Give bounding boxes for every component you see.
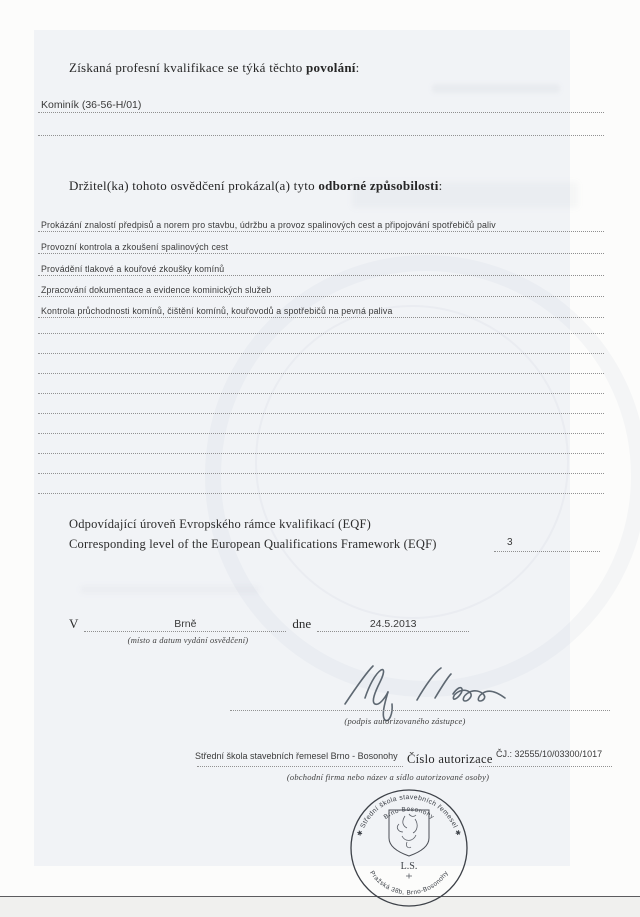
stamp-ls-text: L.S. — [400, 861, 418, 872]
organization-dotted-line — [197, 766, 403, 767]
issue-date-value: 24.5.2013 — [369, 618, 417, 630]
issue-place-line — [84, 618, 286, 632]
competence-value: Provádění tlakové a kouřové zkoušky komínů — [41, 264, 225, 274]
empty-dotted-line — [38, 493, 604, 494]
stamp-coat-of-arms-icon — [389, 810, 429, 856]
empty-dotted-line — [38, 413, 604, 414]
professions-heading-text: Získaná profesní kvalifikace se týká těchto — [69, 60, 306, 75]
scan-background-strip — [0, 897, 640, 917]
empty-dotted-line — [38, 353, 604, 354]
stamp-address-text: Pražská 38b, Brno-Bosonohy — [368, 869, 450, 897]
empty-dotted-line — [38, 135, 604, 136]
svg-text:✱ Střední škola stavebních řem — [357, 794, 462, 837]
reference-number: ČJ.: 32555/10/03300/1017 — [496, 749, 603, 759]
competence-line — [38, 238, 604, 254]
signature-scribble — [335, 658, 520, 723]
profession-value: Kominík (36-56-H/01) — [41, 99, 142, 111]
professions-heading — [69, 60, 360, 76]
eqf-value: 3 — [507, 537, 513, 548]
eqf-label-english: Corresponding level of the European Qualifications Framework (EQF) — [69, 537, 437, 551]
issue-place-date-row — [69, 616, 489, 632]
competence-value: Zpracování dokumentace a evidence kominických služeb — [41, 285, 272, 295]
competences-heading-bold: odborné způsobilosti — [318, 178, 439, 193]
page-bottom-edge — [0, 896, 640, 897]
competence-value: Prokázání znalostí předpisů a norem pro stavbu, údržbu a provoz spalinových cest a připojování spotřebičů paliv — [41, 220, 496, 230]
professions-heading-bold: povolání — [305, 60, 356, 75]
issued-in-label: V — [69, 616, 79, 631]
svg-text:Pražská 38b, Brno-Bosonohy — [368, 869, 450, 896]
empty-dotted-line — [38, 433, 604, 434]
issued-on-label: dne — [292, 616, 312, 631]
competences-heading-colon: : — [438, 178, 443, 193]
competence-line — [38, 302, 604, 318]
empty-dotted-line — [38, 453, 604, 454]
stamp-divider-mark — [406, 874, 412, 879]
signature-caption: (podpis autorizovaného zástupce) — [344, 716, 466, 726]
empty-dotted-line — [38, 333, 604, 334]
eqf-value-line — [494, 537, 600, 552]
competences-heading-text: Držitel(ka) tohoto osvědčení prokázal(a) tyto — [69, 178, 319, 193]
competences-heading — [69, 178, 443, 194]
bleed-through-smudge — [80, 585, 260, 594]
competence-line — [38, 281, 604, 297]
competence-line — [38, 216, 604, 232]
empty-dotted-line — [38, 473, 604, 474]
official-stamp — [347, 786, 471, 910]
competence-value: Kontrola průchodnosti komínů, čištění komínů, kouřovodů a spotřebičů na pevná paliva — [41, 306, 393, 316]
authorization-number-label: Číslo autorizace — [407, 752, 493, 766]
issue-date-line — [317, 618, 469, 632]
empty-dotted-line — [38, 373, 604, 374]
stamp-inner-text: Brno-Bosonohy — [382, 805, 436, 821]
stamp-outer-text: ✱ Střední škola stavebních řemesel ✱ — [356, 793, 462, 838]
profession-value-line — [38, 96, 604, 113]
signature-dotted-line — [230, 710, 610, 711]
authorized-organization: Střední škola stavebních řemesel Brno - Bosonohy — [195, 751, 398, 761]
competence-value: Provozní kontrola a zkoušení spalinových cest — [41, 242, 229, 252]
professions-heading-colon: : — [355, 60, 360, 75]
authorization-caption: (obchodní firma nebo název a sídlo autorizované osoby) — [286, 772, 490, 782]
svg-text:Brno-Bosonohy — [383, 806, 436, 821]
issue-caption: (místo a datum vydání osvědčení) — [127, 635, 249, 645]
bleed-through-smudge — [432, 84, 560, 93]
authorization-number-dotted-line — [479, 766, 612, 767]
eqf-label-czech: Odpovídající úroveň Evropského rámce kvalifikací (EQF) — [69, 517, 372, 531]
empty-dotted-line — [38, 393, 604, 394]
competence-line — [38, 260, 604, 276]
issue-place-value: Brně — [174, 618, 197, 630]
